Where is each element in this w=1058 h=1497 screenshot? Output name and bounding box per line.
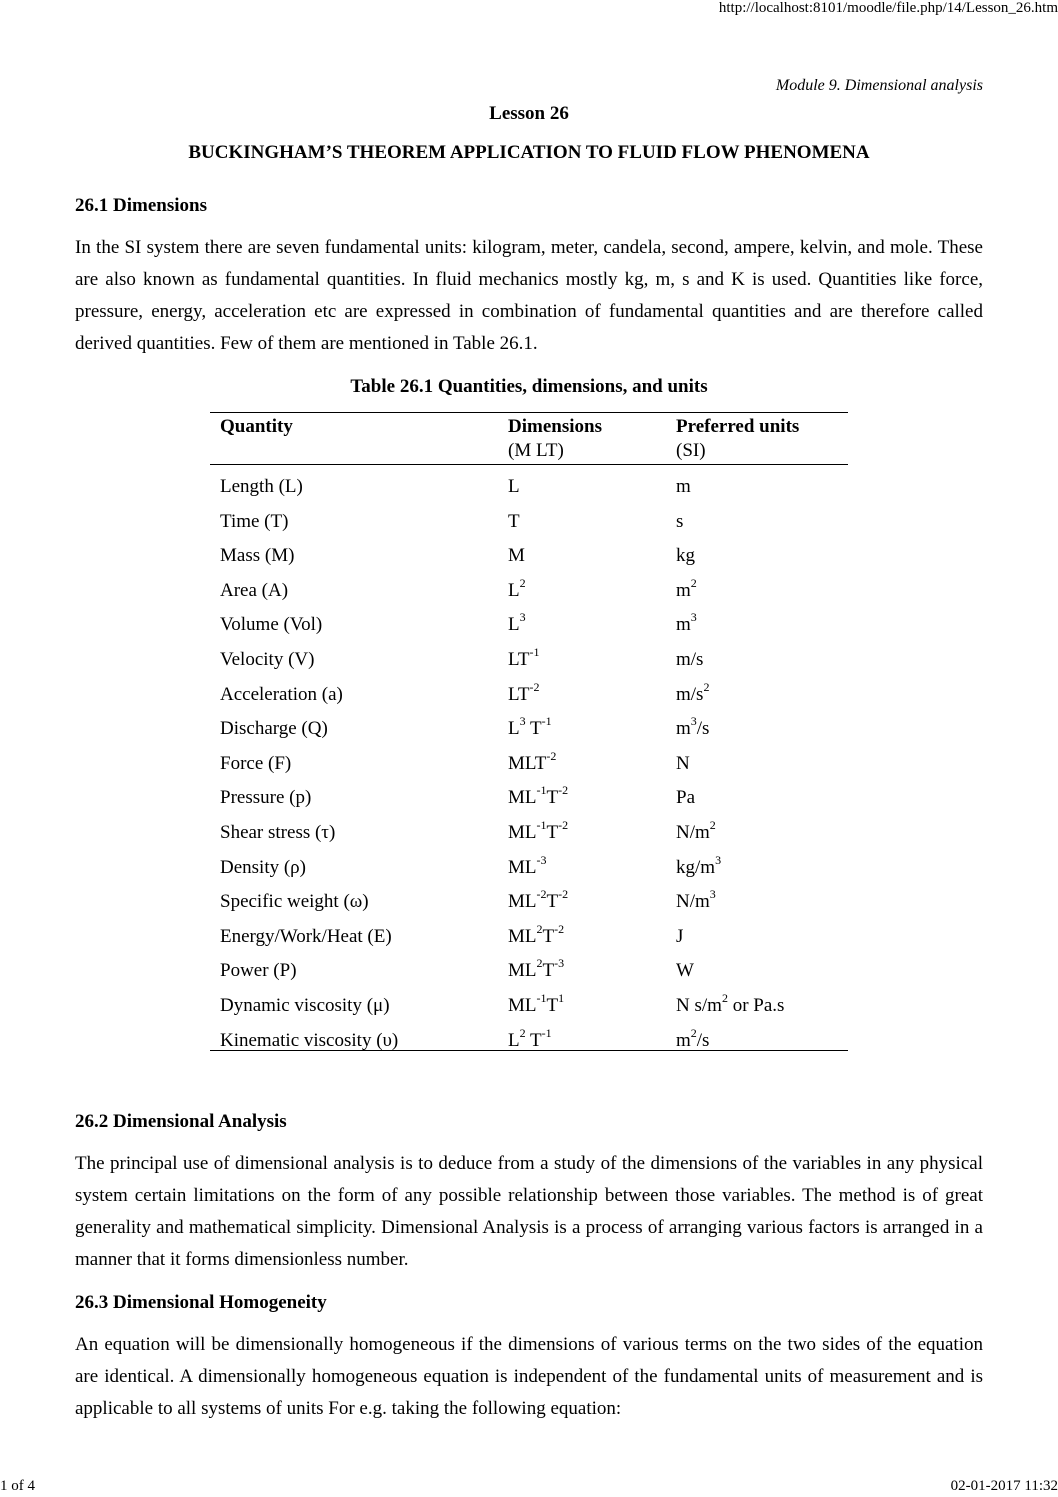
section-paragraph-dimensional-analysis: The principal use of dimensional analysis is to deduce from a study of the dimensions of the variables in any physical system certain limitations on the form of any possible relationship between those variables. The method is of great generality and mathematical simplicity. Dimensional Analysis is a process of arranging various factors is arranged in a manner that it forms dimensionless number. [75,1153,983,1270]
quantity-cell: Area (A) [220,579,289,601]
dimensions-cell: $L^3$ $T^{-1}$ [508,714,552,740]
table-row [210,918,848,953]
page-number: 1 of 4 [0,1478,35,1494]
units-cell: $N/m^2$ [676,818,716,843]
table-row [210,503,848,538]
table-row [210,779,848,814]
section-paragraph-dimensions: In the SI system there are seven fundamental units: kilogram, meter, candela, second, ampere, kelvin, and mole. These are also known as fundamental quantities. In fluid mechanics mostly kg, m, s and K is used. Quantities like force, pressure, energy, acceleration etc are expressed in combination of fundamental quantities and are therefore called derived quantities. Few of them are mentioned in Table 26.1. [75,237,983,354]
table-bottom-rule [210,1050,848,1051]
section-heading-dimensional-analysis: 26.2 Dimensional Analysis [75,1111,287,1132]
quantity-cell: Pressure (p) [220,787,312,809]
units-cell: m [676,476,691,497]
section-paragraph-dimensional-homogeneity: An equation will be dimensionally homogeneous if the dimensions of various terms on the two sides of the equation are identical. A dimensionally homogeneous equation is independent of the fundamental units of measurement and is applicable to all systems of units For e.g. taking the following equation: [75,1334,983,1419]
units-cell: W [676,960,694,982]
units-cell: $kg/m^3$ [676,852,722,878]
units-cell: $m/s^2$ [676,679,710,705]
table-row [210,745,848,780]
quantity-cell: Shear stress (τ) [220,822,336,843]
quantity-cell: Kinematic viscosity (υ) [220,1029,399,1051]
table-row [210,676,848,711]
table-caption: Table 26.1 Quantities, dimensions, and units [350,376,708,397]
dimensions-cell: $L^2$ $T^{-1}$ [508,1025,552,1051]
dimensions-cell: T [508,510,520,532]
units-cell: s [676,510,684,532]
quantity-cell: Discharge (Q) [220,718,328,740]
page-url: http://localhost:8101/moodle/file.php/14/Lesson_26.htm [718,0,1058,16]
table-row [210,641,848,676]
quantity-cell: Dynamic viscosity (μ) [220,995,390,1016]
table-row [210,606,848,641]
dimensions-cell: L [508,476,520,497]
section-heading-dimensional-homogeneity: 26.3 Dimensional Homogeneity [75,1292,327,1313]
dimensions-cell: $L^2$ [508,575,526,601]
dimensions-cell: $ML^{-2}T^{-2}$ [508,887,569,913]
units-cell: $m^2$ [676,575,697,601]
header-quantity: Quantity [220,416,293,437]
table-row [210,1022,848,1057]
quantities-table [210,412,848,1052]
dimensions-cell: $ML^{-3}$ [508,852,547,878]
quantity-cell: Energy/Work/Heat (E) [220,925,392,947]
units-cell: N $s/m^2$ or Pa.s [676,991,785,1016]
units-cell: kg [676,545,695,567]
dimensions-cell: $MLT^{-2}$ [508,748,557,774]
dimensions-cell: M [508,545,525,567]
page-title: BUCKINGHAM’S THEOREM APPLICATION TO FLUID FLOW PHENOMENA [188,142,870,163]
quantity-cell: Power (P) [220,960,297,982]
header-dimensions: Dimensions (M LT) [508,416,602,461]
print-datetime: 02-01-2017 11:32 [950,1478,1058,1494]
module-label: Module 9. Dimensional analysis [775,77,983,94]
units-cell: $m^2/s$ [676,1025,710,1051]
table-row [210,987,848,1022]
quantity-cell: Acceleration (a) [220,683,343,705]
table-row [210,952,848,987]
dimensions-cell: $L^3$ [508,610,526,636]
dimensions-cell: $ML^{-1}T^{-2}$ [508,783,569,809]
units-cell: N [676,752,690,774]
dimensions-cell: $ML^{-1}T^1$ [508,991,565,1016]
table-header-rule [210,464,848,465]
quantity-cell: Volume (Vol) [220,614,323,636]
quantity-cell: Specific weight (ω) [220,891,369,913]
quantity-cell: Velocity (V) [220,649,315,670]
quantity-cell: Density (ρ) [220,856,306,878]
table-row [210,537,848,572]
quantity-cell: Length (L) [220,476,303,497]
table-row [210,468,848,503]
dimensions-cell: $ML^2T^{-2}$ [508,921,565,947]
quantity-cell: Time (T) [220,510,289,532]
units-cell: $N/m^3$ [676,887,716,913]
table-row [210,710,848,745]
lesson-number: Lesson 26 [489,103,569,124]
quantity-cell: Mass (M) [220,545,295,567]
units-cell: m/s [676,649,704,670]
table-row [210,814,848,849]
dimensions-cell: $ML^2T^{-3}$ [508,956,565,982]
dimensions-cell: $LT^{-1}$ [508,645,540,670]
header-units: Preferred units (SI) [676,416,800,461]
table-top-rule [210,412,848,413]
units-cell: J [676,925,684,947]
dimensions-cell: $LT^{-2}$ [508,679,540,705]
table-row [210,572,848,607]
table-row [210,883,848,918]
dimensions-cell: $ML^{-1}T^{-2}$ [508,818,569,843]
units-cell: $m^3/s$ [676,714,710,740]
quantity-cell: Force (F) [220,752,292,774]
units-cell: $m^3$ [676,610,697,636]
section-heading-dimensions: 26.1 Dimensions [75,195,207,216]
units-cell: Pa [676,787,695,809]
table-row [210,849,848,884]
